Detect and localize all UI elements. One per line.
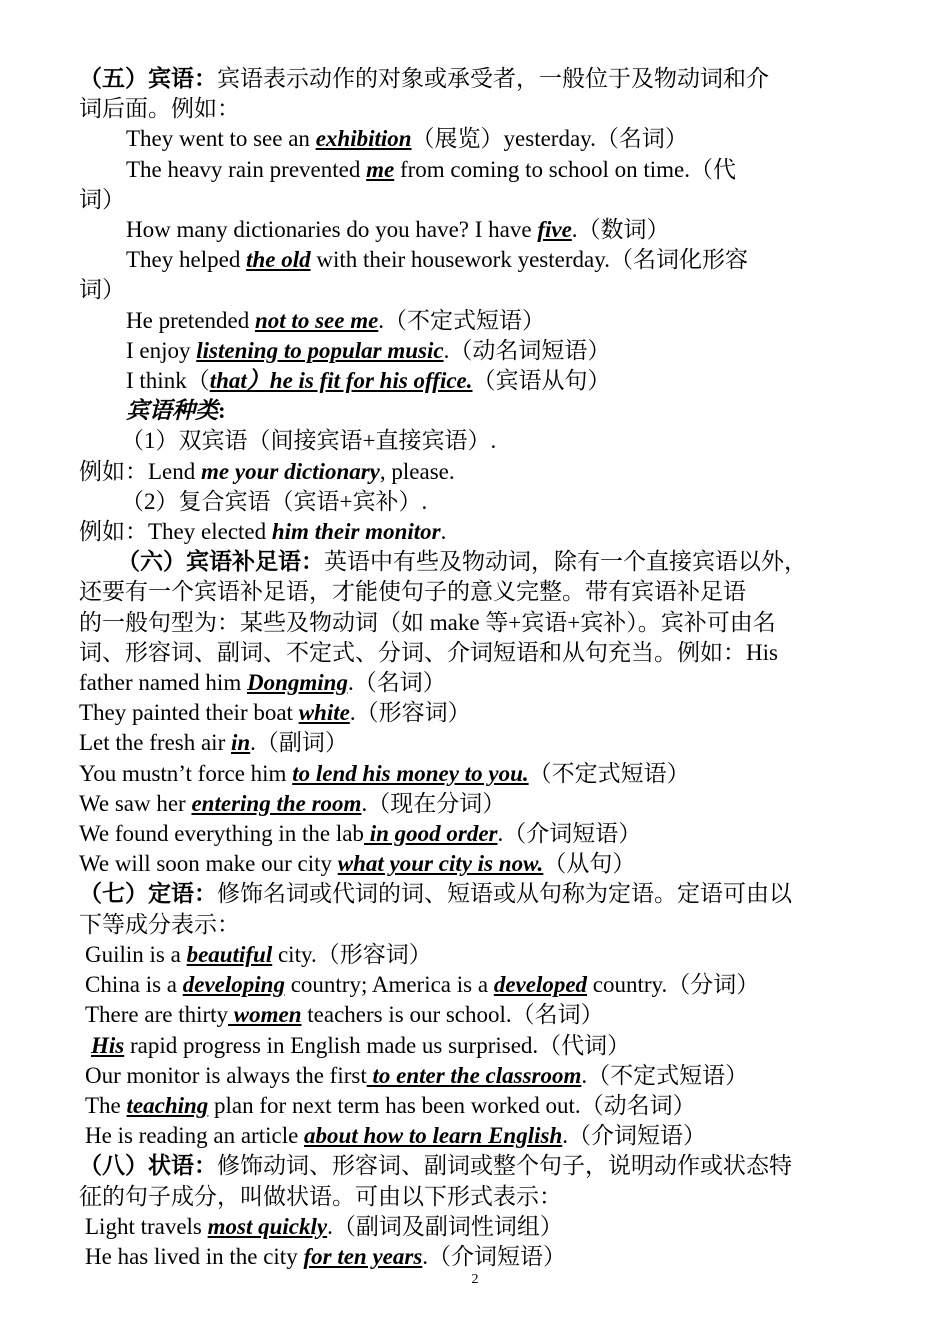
emphasized-phrase: white (298, 700, 350, 726)
example-sentence: Let the fresh air in.（副词） (79, 730, 348, 756)
emphasized-phrase: most quickly (207, 1213, 328, 1239)
section-5-heading-line (79, 64, 879, 94)
paragraph-text: 宾语表示动作的对象或承受者，一般位于及物动词和介 (217, 66, 769, 91)
example-wrap: 词） (79, 186, 125, 212)
emphasized-phrase: developed (493, 972, 588, 998)
example-wrap: 词） (79, 277, 125, 303)
section-heading: （八）状语： (79, 1153, 217, 1179)
emphasized-phrase: teaching (126, 1092, 209, 1118)
emphasized-phrase: that）he is fit for his office. (209, 368, 473, 394)
object-type-2: （2）复合宾语（宾语+宾补）. (121, 488, 428, 514)
example-sentence: father named him Dongming.（名词） (79, 670, 446, 696)
example-sentence: They helped the old with their housework yesterday.（名词化形容 (126, 247, 748, 273)
example-sentence: He pretended not to see me.（不定式短语） (126, 307, 546, 333)
section-heading: （六）宾语补足语： (117, 549, 324, 575)
emphasized-phrase: to enter the classroom (366, 1062, 582, 1088)
example-sentence: There are thirty women teachers is our school.（名词） (85, 1002, 604, 1028)
example-sentence: 例如：Lend me your dictionary, please. (79, 458, 455, 484)
emphasized-phrase: listening to popular music (196, 337, 444, 363)
emphasized-phrase: entering the room (191, 790, 362, 816)
emphasized-phrase: about how to learn English (304, 1123, 563, 1149)
section-8-heading-line: （八）状语：修饰动词、形容词、副词或整个句子，说明动作或状态特 (79, 1153, 792, 1179)
emphasized-phrase: developing (182, 972, 285, 998)
example-sentence: We found everything in the lab in good order.（介词短语） (79, 821, 642, 847)
paragraph-line: 征的句子成分，叫做状语。可由以下形式表示： (79, 1183, 562, 1209)
emphasized-phrase: in good order (363, 821, 498, 847)
page-number: 2 (471, 1272, 479, 1287)
document-body (79, 64, 879, 1272)
example-sentence: China is a developing country; America is a developed country.（分词） (85, 972, 760, 998)
example-sentence: How many dictionaries do you have? I have five.（数词） (126, 217, 670, 243)
paragraph-line: 词后面。例如： (79, 96, 240, 122)
section-heading: （五）宾语： (79, 66, 217, 91)
emphasized-phrase: me (366, 156, 395, 182)
emphasized-phrase: His (91, 1032, 125, 1058)
example-sentence: I enjoy listening to popular music.（动名词短语） (126, 337, 611, 363)
example-sentence: His rapid progress in English made us surprised.（代词） (91, 1032, 631, 1058)
paragraph-line: 还要有一个宾语补足语，才能使句子的意义完整。带有宾语补足语 (79, 579, 746, 605)
emphasized-phrase: beautiful (186, 941, 273, 967)
example-sentence: I think（that）he is fit for his office.（宾语从句） (126, 368, 611, 394)
emphasized-phrase: five (537, 217, 572, 243)
paragraph-line: 下等成分表示： (79, 911, 240, 937)
example-sentence: Guilin is a beautiful city.（形容词） (85, 941, 432, 967)
example-sentence: We will soon make our city what your city is now.（从句） (79, 851, 636, 877)
example-sentence: Our monitor is always the first to enter the classroom.（不定式短语） (85, 1062, 749, 1088)
example-sentence: They painted their boat white.（形容词） (79, 700, 471, 726)
emphasized-phrase: the old (246, 247, 311, 273)
bold-phrase: him their monitor (271, 519, 441, 545)
section-7-heading-line: （七）定语：修饰名词或代词的词、短语或从句称为定语。定语可由以 (79, 881, 792, 907)
example-sentence: 例如：They elected him their monitor. (79, 519, 447, 545)
paragraph-line: 词、形容词、副词、不定式、分词、介词短语和从句充当。例如：His (79, 639, 778, 665)
example-sentence: Light travels most quickly.（副词及副词性词组） (85, 1213, 563, 1239)
example-sentence: He is reading an article about how to learn English.（介词短语） (85, 1123, 706, 1149)
paragraph-line: 的一般句型为：某些及物动词（如 make 等+宾语+宾补）。宾补可由名 (79, 609, 776, 635)
emphasized-phrase: exhibition (315, 126, 412, 152)
section-6-heading-line: （六）宾语补足语：英语中有些及物动词，除有一个直接宾语以外， (117, 549, 807, 575)
emphasized-phrase: what your city is now. (337, 851, 544, 877)
example-sentence: You mustn’t force him to lend his money to you.（不定式短语） (79, 760, 690, 786)
emphasized-phrase: in (230, 730, 251, 756)
emphasized-phrase: for ten years (303, 1243, 423, 1269)
emphasized-phrase: not to see me (255, 307, 379, 333)
emphasized-phrase: women (228, 1002, 302, 1028)
emphasized-phrase: to lend his money to you. (292, 760, 529, 786)
example-sentence: The teaching plan for next term has been worked out.（动名词） (85, 1092, 696, 1118)
example-sentence: He has lived in the city for ten years.（介词短语） (85, 1243, 567, 1269)
subheading-object-types: 宾语种类: (126, 398, 226, 424)
emphasized-phrase: Dongming (246, 670, 348, 696)
object-type-1: （1）双宾语（间接宾语+直接宾语）. (121, 428, 497, 454)
bold-phrase: me your dictionary (201, 458, 380, 484)
example-sentence: They went to see an exhibition（展览）yesterday.（名词） (126, 126, 688, 152)
example-sentence: We saw her entering the room.（现在分词） (79, 790, 506, 816)
section-heading: （七）定语： (79, 881, 217, 907)
example-sentence: The heavy rain prevented me from coming to school on time.（代 (126, 156, 736, 182)
